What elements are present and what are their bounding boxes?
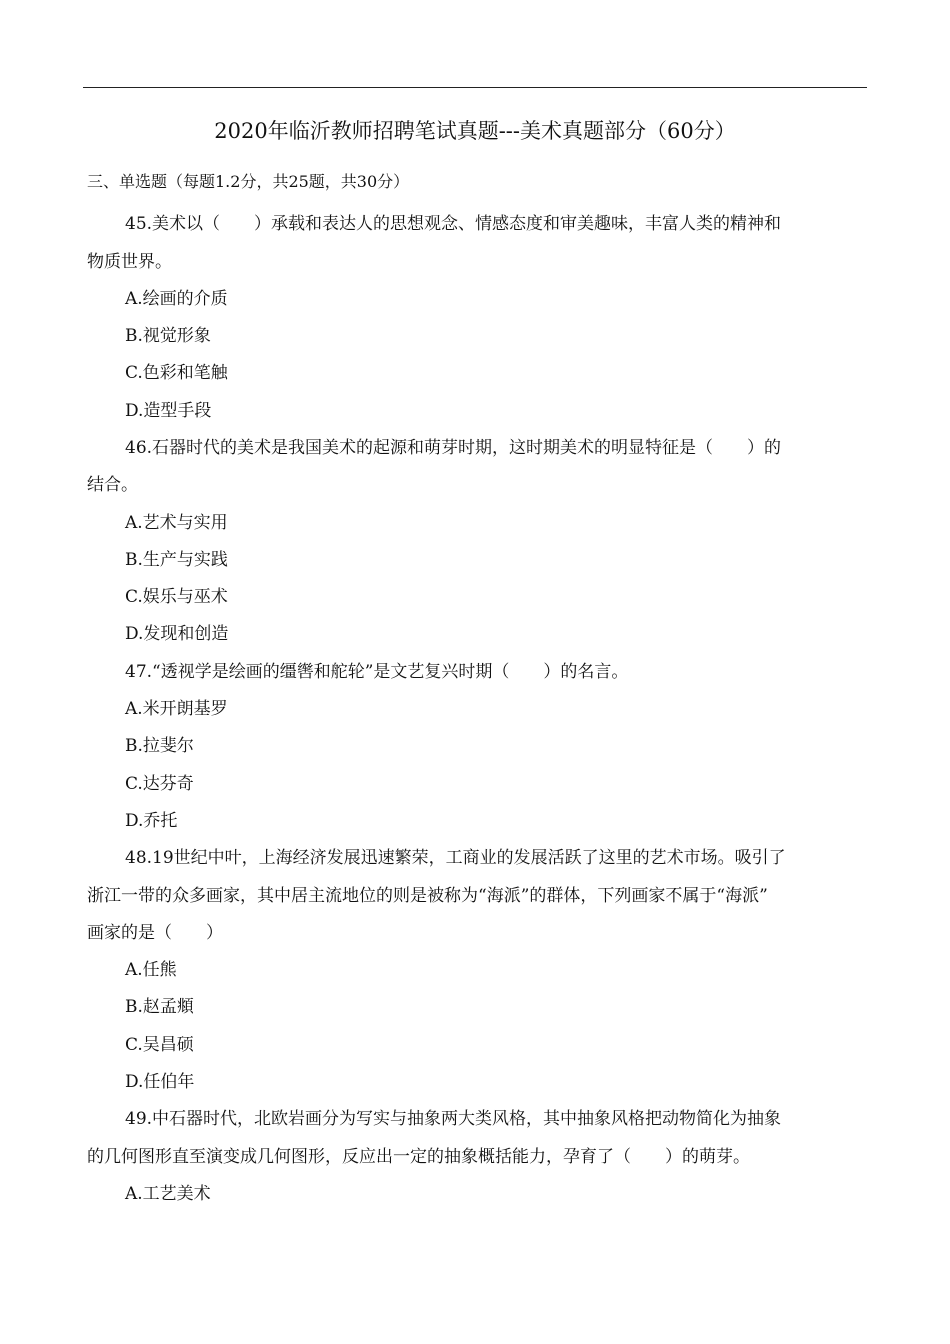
question-45-line-2: 物质世界。 — [87, 252, 172, 272]
question-45-line-1: 45.美术以（ ）承载和表达人的思想观念、情感态度和审美趣味，丰富人类的精神和 — [125, 214, 782, 234]
question-48-option-c: C.吴昌硕 — [125, 1035, 194, 1055]
question-48-option-b: B.赵孟頫 — [125, 997, 194, 1017]
question-45-option-b: B.视觉形象 — [125, 326, 211, 346]
question-48-option-a: A.任熊 — [125, 960, 177, 980]
question-48-line-1: 48.19世纪中叶，上海经济发展迅速繁荣，工商业的发展活跃了这里的艺术市场。吸引了 — [125, 848, 786, 868]
question-46-option-d: D.发现和创造 — [125, 624, 229, 644]
question-47-option-c: C.达芬奇 — [125, 774, 194, 794]
question-47-option-d: D.乔托 — [125, 811, 178, 831]
question-48-line-3: 画家的是（ ） — [87, 923, 223, 943]
question-48-option-d: D.任伯年 — [125, 1072, 195, 1092]
question-46-option-b: B.生产与实践 — [125, 550, 228, 570]
question-49-line-1: 49.中石器时代，北欧岩画分为写实与抽象两大类风格，其中抽象风格把动物简化为抽象 — [125, 1109, 782, 1129]
section-heading: 三、单选题（每题1.2分，共25题，共30分） — [87, 172, 410, 191]
question-47-option-b: B.拉斐尔 — [125, 736, 194, 756]
header-rule — [83, 87, 867, 88]
question-47-option-a: A.米开朗基罗 — [125, 699, 228, 719]
question-47-line-1: 47.“透视学是绘画的缰辔和舵轮”是文艺复兴时期（ ）的名言。 — [125, 662, 629, 682]
question-46-line-2: 结合。 — [87, 475, 138, 495]
question-45-option-d: D.造型手段 — [125, 401, 212, 421]
question-45-option-a: A.绘画的介质 — [125, 289, 228, 309]
question-46-option-a: A.艺术与实用 — [125, 513, 228, 533]
question-49-line-2: 的几何图形直至演变成几何图形，反应出一定的抽象概括能力，孕育了（ ）的萌芽。 — [87, 1147, 750, 1167]
question-48-line-2: 浙江一带的众多画家，其中居主流地位的则是被称为“海派”的群体，下列画家不属于“海派” — [87, 886, 768, 906]
question-46-line-1: 46.石器时代的美术是我国美术的起源和萌芽时期，这时期美术的明显特征是（ ）的 — [125, 438, 782, 458]
question-45-option-c: C.色彩和笔触 — [125, 363, 228, 383]
question-49-option-a: A.工艺美术 — [125, 1184, 211, 1204]
page-title: 2020年临沂教师招聘笔试真题---美术真题部分（60分） — [214, 119, 736, 143]
question-46-option-c: C.娱乐与巫术 — [125, 587, 228, 607]
